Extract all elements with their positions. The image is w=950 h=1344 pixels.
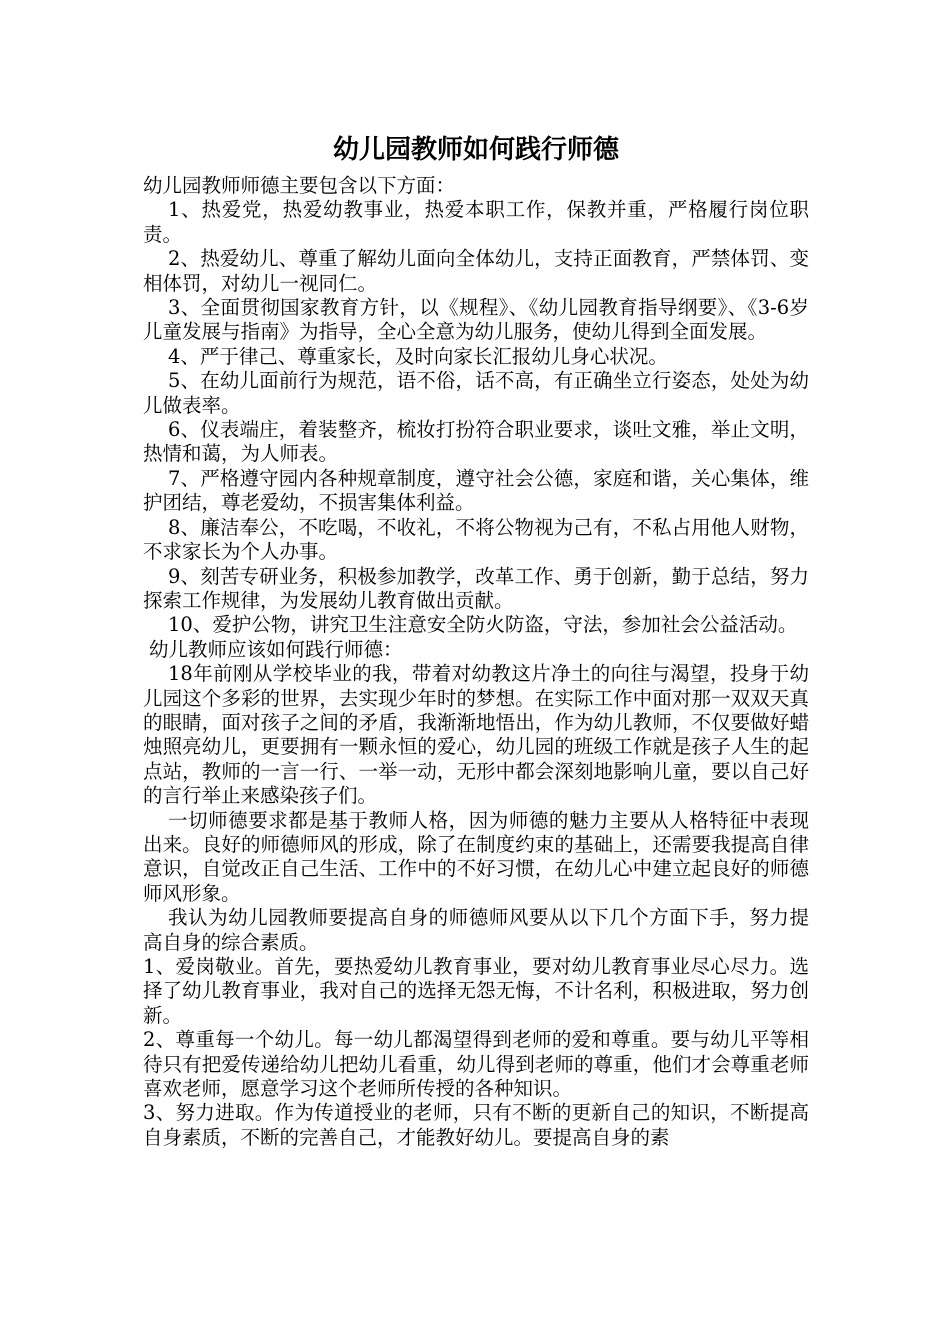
paragraph-list [143, 174, 809, 1150]
paragraph: 我认为幼儿园教师要提高自身的师德师风要从以下几个方面下手，努力提高自身的综合素质。 [143, 906, 809, 954]
paragraph: 4、严于律己、尊重家长，及时向家长汇报幼儿身心状况。 [168, 344, 668, 368]
document-title: 幼儿园教师如何践行师德 [332, 135, 619, 165]
paragraph: 9、刻苦专研业务，积极参加教学，改革工作、勇于创新，勤于总结，努力探索工作规律，为发展幼儿教育做出贡献。 [143, 564, 809, 612]
paragraph: 6、仪表端庄，着装整齐，梳妆打扮符合职业要求，谈吐文雅，举止文明，热情和蔼，为人师表。 [143, 418, 809, 466]
paragraph: 2、尊重每一个幼儿。每一幼儿都渴望得到老师的爱和尊重。要与幼儿平等相待只有把爱传递给幼儿把幼儿看重，幼儿得到老师的尊重，他们才会尊重老师喜欢老师，愿意学习这个老师所传授的各种知识。 [143, 1028, 809, 1101]
paragraph: 7、严格遵守园内各种规章制度，遵守社会公德，家庭和谐，关心集体，维护团结，尊老爱幼，不损害集体利益。 [143, 466, 809, 515]
paragraph: 1、热爱党，热爱幼教事业，热爱本职工作，保教并重，严格履行岗位职责。 [143, 198, 809, 246]
document-body [143, 128, 809, 1150]
paragraph: 一切师德要求都是基于教师人格，因为师德的魅力主要从人格特征中表现出来。良好的师德师风的形成，除了在制度约束的基础上，还需要我提高自律意识，自觉改正自己生活、工作中的不好习惯，在幼儿心中建立起良好的师德师风形象。 [143, 808, 809, 905]
paragraph: 8、廉洁奉公，不吃喝，不收礼，不将公物视为己有，不私占用他人财物，不求家长为个人办事。 [143, 515, 809, 564]
paragraph: 3、全面贯彻国家教育方针，以《规程》、《幼儿园教育指导纲要》、《3-6岁儿童发展与指南》为指导，全心全意为幼儿服务，使幼儿得到全面发展。 [143, 296, 809, 344]
paragraph: 幼儿园教师师德主要包含以下方面： [143, 174, 456, 197]
paragraph: 幼儿教师应该如何践行师德： [149, 637, 403, 661]
paragraph: 1、爱岗敬业。首先，要热爱幼儿教育事业，要对幼儿教育事业尽心尽力。选择了幼儿教育事业，我对自己的选择无怨无悔，不计名利，积极进取，努力创新。 [143, 955, 809, 1027]
paragraph: 3、努力进取。作为传道授业的老师，只有不断的更新自己的知识，不断提高自身素质，不断的完善自己，才能教好幼儿。要提高自身的素 [143, 1101, 809, 1149]
paragraph: 18年前刚从学校毕业的我，带着对幼教这片净土的向往与渴望，投身于幼儿园这个多彩的世界，去实现少年时的梦想。在实际工作中面对那一双双天真的眼睛，面对孩子之间的矛盾，我渐渐地悟出，作为幼儿教师，不仅要做好蜡烛照亮幼儿，更要拥有一颗永恒的爱心，幼儿园的班级工作就是孩子人生的起点站，教师的一言一行、一举一动，无形中都会深刻地影响儿童，要以自己好的言行举止来感染孩子们。 [143, 662, 809, 808]
paragraph: 2、热爱幼儿、尊重了解幼儿面向全体幼儿，支持正面教育，严禁体罚、变相体罚，对幼儿一视同仁。 [143, 247, 809, 295]
paragraph: 10、爱护公物，讲究卫生注意安全防火防盗，守法，参加社会公益活动。 [168, 613, 798, 637]
paragraph: 5、在幼儿面前行为规范，语不俗，话不高，有正确坐立行姿态，处处为幼儿做表率。 [143, 369, 809, 417]
